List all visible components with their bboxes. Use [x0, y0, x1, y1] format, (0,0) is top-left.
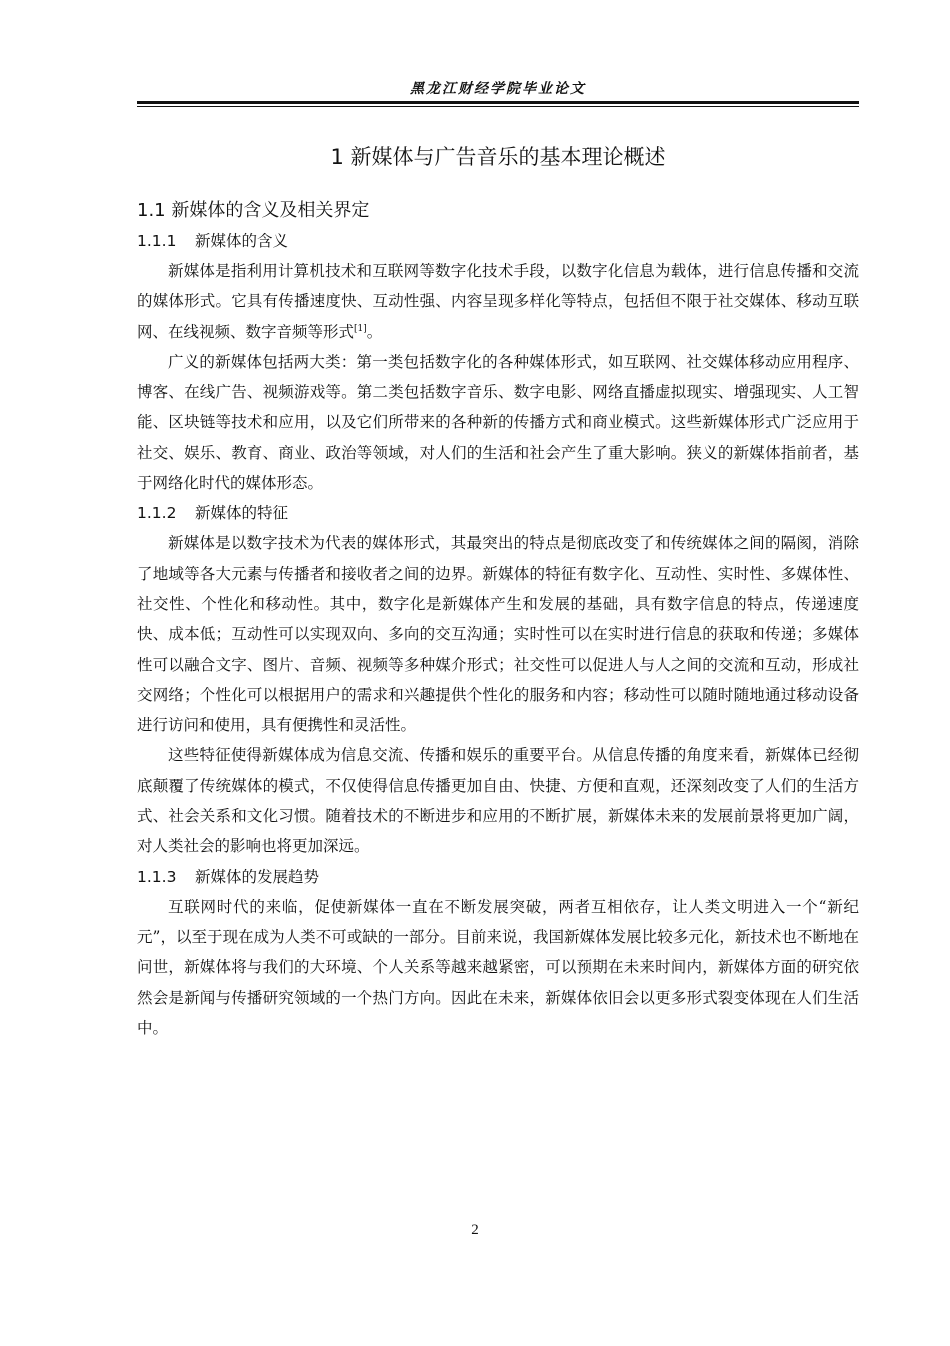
subsection-label: 新媒体的含义: [195, 232, 289, 250]
paragraph-1-1-3-a: 互联网时代的来临，促使新媒体一直在不断发展突破，两者互相依存，让人类文明进入一个“新纪元”，以至于现在成为人类不可或缺的一部分。目前来说，我国新媒体发展比较多元化，新技术也不断地在问世，新媒体将与我们的大环境、个人关系等越来越紧密，可以预期在未来时间内，新媒体方面的研究依然会是新闻与传播研究领域的一个热门方向。因此在未来，新媒体依旧会以更多形式裂变体现在人们生活中。: [137, 897, 859, 1037]
header-rule-thick: [137, 101, 859, 104]
paragraph-1-1-1-b: 广义的新媒体包括两大类：第一类包括数字化的各种媒体形式，如互联网、社交媒体移动应用程序、博客、在线广告、视频游戏等。第二类包括数字音乐、数字电影、网络直播虚拟现实、增强现实、人工智能、区块链等技术和应用，以及它们所带来的各种新的传播方式和商业模式。这些新媒体形式广泛应用于社交、娱乐、教育、商业、政治等领域，对人们的生活和社会产生了重大影响。狭义的新媒体指前者，基于网络化时代的媒体形态。: [137, 352, 859, 493]
subsection-number: 1.1.3: [137, 867, 177, 886]
chapter-title: 1 新媒体与广告音乐的基本理论概述: [330, 145, 666, 169]
paragraph-1-1-2-a: 新媒体是以数字技术为代表的媒体形式，其最突出的特点是彻底改变了和传统媒体之间的隔阂，消除了地域等各大元素与传播者和接收者之间的边界。新媒体的特征有数字化、互动性、实时性、多媒体性、社交性、个性化和移动性。其中，数字化是新媒体产生和发展的基础，具有数字信息的特点，传递速度快、成本低；互动性可以实现双向、多向的交互沟通；实时性可以在实时进行信息的获取和传递；多媒体性可以融合文字、图片、音频、视频等多种媒介形式；社交性可以促进人与人之间的交流和互动，形成社交网络；个性化可以根据用户的需求和兴趣提供个性化的服务和内容；移动性可以随时随地通过移动设备进行访问和使用，具有便携性和灵活性。: [137, 534, 859, 735]
paragraph-1-1-2-b: 这些特征使得新媒体成为信息交流、传播和娱乐的重要平台。从信息传播的角度来看，新媒体已经彻底颠覆了传统媒体的模式，不仅使得信息传播更加自由、快捷、方便和直观，还深刻改变了人们的生活方式、社会关系和文化习惯。随着技术的不断进步和应用的不断扩展，新媒体未来的发展前景将更加广阔，对人类社会的影响也将更加深远。: [137, 746, 859, 856]
section-title-1-1: 1.1 新媒体的含义及相关界定: [137, 200, 370, 221]
subsection-title-1-1-3: [137, 862, 859, 892]
subsection-number: 1.1.1: [137, 232, 177, 250]
page-number: 2: [471, 1222, 479, 1238]
subsection-title-1-1-2: [137, 498, 859, 528]
paragraph-end: 。: [366, 322, 383, 341]
citation-ref: [1]: [354, 323, 367, 334]
header-rule-thin: [137, 106, 859, 107]
paragraph-1-1-1-a: [137, 256, 859, 347]
subsection-title-1-1-1: [137, 226, 859, 256]
running-header: 黑龙江财经学院毕业论文: [410, 81, 586, 97]
subsection-label: 新媒体的特征: [195, 504, 289, 523]
subsection-number: 1.1.2: [137, 504, 177, 523]
paragraph-text: 新媒体是指利用计算机技术和互联网等数字化技术手段，以数字化信息为载体，进行信息传播和交流的媒体形式。它具有传播速度快、互动性强、内容呈现多样化等特点，包括但不限于社交媒体、移动互联网、在线视频、数字音频等形式: [137, 262, 859, 341]
subsection-label: 新媒体的发展趋势: [195, 867, 320, 886]
page-body: [137, 140, 859, 1043]
